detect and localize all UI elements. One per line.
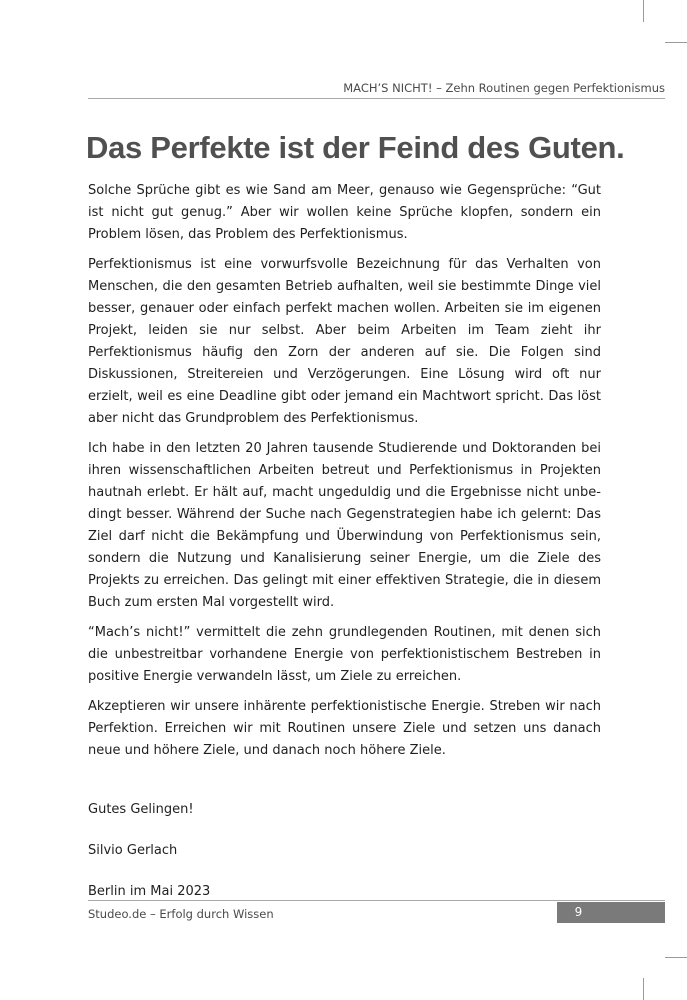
paragraph-2: Perfektionismus ist eine vorwurfsvolle Bezeichnung für das Verhalten von Menschen, die den gesamten Betrieb aufhalten, weil sie bestimmte Dinge viel besser, genauer oder einfach perfekt machen wollen. Arbeiten sie im eigenen Projekt, leiden sie nur selbst. Aber beim Arbeiten im Team zieht ihr Perfektionismus häufig den Zorn der anderen auf sie. Die Folgen sind Diskussionen, Streitereien und Verzögerungen. Eine Lösung wird oft nur erzielt, weil es eine Deadline gibt oder jemand ein Machtwort spricht. Das löst aber nicht das Grundproblem des Perfektionismus.	[88, 257, 601, 426]
place-date: Berlin im Mai 2023	[88, 884, 211, 899]
crop-mark-lower-right	[665, 957, 687, 958]
paragraph-3: Ich habe in den letzten 20 Jahren tausende Studierende und Doktoranden bei ihren wissenschaftlichen Arbeiten betreut und Perfektionismus in Projekten hautnah erlebt. Er hält auf, macht ungeduldig und die Ergebnisse nicht unbedingt besser. Während der Suche nach Gegenstrategien habe ich gelernt: Das Ziel darf nicht die Bekämpfung und Überwindung von Perfektionismus sein, sondern die Nutzung und Kanalisierung seiner Energie, um die Ziele des Projekts zu erreichen. Das gelingt mit einer effektiven Strategie, die in diesem Buch zum ersten Mal vorgestellt wird.	[88, 441, 601, 610]
running-header-title: MACH’S NICHT! – Zehn Routinen gegen Perfektionismus	[343, 81, 665, 95]
page-title: Das Perfekte ist der Feind des Guten.	[86, 130, 625, 165]
page-number-box	[557, 902, 665, 923]
paragraph-5: Akzeptieren wir unsere inhärente perfektionistische Energie. Streben wir nach Perfektion. Erreichen wir mit Routinen unsere Ziele und setzen uns danach neue und höhere Ziele, und danach noch höhere Ziele.	[88, 699, 601, 758]
running-header	[88, 79, 665, 99]
section-spacer	[88, 770, 601, 799]
footer-rule	[88, 900, 665, 901]
page-number: 9	[574, 905, 583, 919]
closing-greeting: Gutes Gelingen!	[88, 802, 194, 817]
author-name: Silvio Gerlach	[88, 843, 178, 858]
crop-mark-top	[643, 0, 644, 22]
crop-mark-upper-right	[665, 42, 687, 43]
body-text	[88, 180, 601, 922]
crop-mark-bottom	[643, 978, 644, 1000]
paragraph-1: Solche Sprüche gibt es wie Sand am Meer, genauso wie Gegensprüche: “Gut ist nicht gut genug.” Aber wir wollen keine Sprüche klopfen, sondern ein Problem lösen, das Problem des Perfektionismus.	[88, 183, 601, 242]
footer-text: Studeo.de – Erfolg durch Wissen	[88, 907, 274, 921]
paragraph-4: “Mach’s nicht!” vermittelt die zehn grundlegenden Routinen, mit denen sich die unbestreitbar vorhandene Energie von perfektionistischem Bestreben in positive Energie verwandeln lässt, um Ziele zu erreichen.	[88, 625, 601, 684]
